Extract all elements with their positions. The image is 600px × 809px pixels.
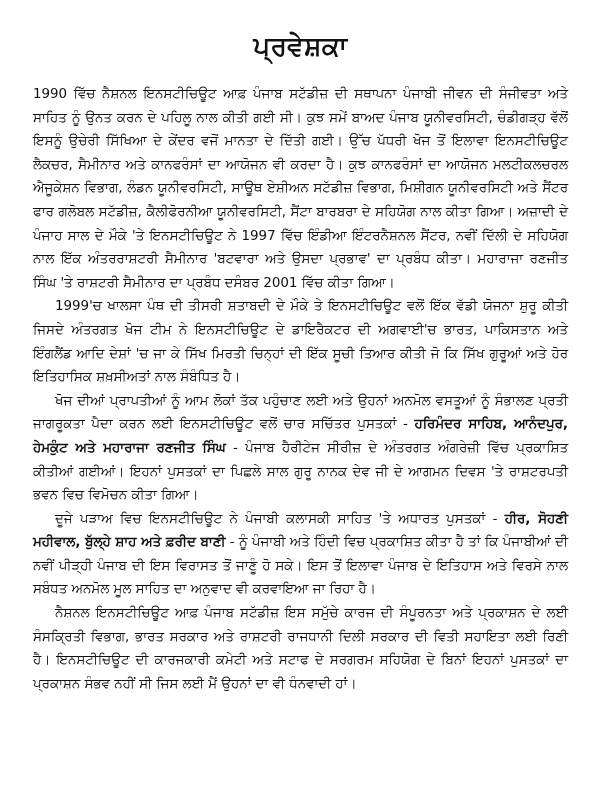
paragraph-text: ਖੋਜ ਦੀਆਂ ਪ੍ਰਾਪਤੀਆਂ ਨੂੰ ਆਮ ਲੋਕਾਂ ਤੱਕ ਪਹੁੰਚਾਣ ਲਈ ਅਤੇ ਉਹਨਾਂ ਅਨਮੋਲ ਵਸਤੂਆਂ ਨੂੰ ਸੰਭਾਲਣ ਪ੍ਰਤੀ ਜਾਗਰੂਕਤਾ ਪੈਦਾ ਕਰਨ ਲਈ ਇਨਸਟੀਚਿਊਟ ਵਲੋਂ ਚਾਰ ਸਚਿੱਤਰ ਪੁਸਤਕਾਂ - [33,393,568,433]
paragraph-classical-literature [33,508,568,602]
heritage-book-titles: ਹਰਿਮੰਦਰ ਸਾਹਿਬ, ਆਨੰਦਪੁਰ, ਹੇਮਕੁੰਟ ਅਤੇ ਮਹਾਰਾਜਾ ਰਣਜੀਤ ਸਿੰਘ [33,417,568,456]
document-page [33,32,568,696]
page-title: ਪ੍ਰਵੇਸ਼ਕਾ [253,32,348,62]
paragraph-text: ਦੂਜੇ ਪੜਾਅ ਵਿਚ ਇਨਸਟੀਚਿਊਟ ਨੇ ਪੰਜਾਬੀ ਕਲਾਸਕੀ ਸਾਹਿਤ 'ਤੇ ਅਧਾਰਤ ਪੁਸਤਕਾਂ - [55,511,505,527]
paragraph-text: - ਨੂੰ ਪੰਜਾਬੀ ਅਤੇ ਹਿੰਦੀ ਵਿਚ ਪ੍ਰਕਾਸ਼ਿਤ ਕੀਤਾ ਹੈ ਤਾਂ ਕਿ ਪੰਜਾਬੀਆਂ ਦੀ ਨਵੀਂ ਪੀੜ੍ਹੀ ਪੰਜਾਬ ਦੀ ਇਸ ਵਿਰਾਸਤ ਤੋਂ ਜਾਣੂੰ ਹੋ ਸਕੇ। ਇਸ ਤੋਂ ਇਲਾਵਾ ਪੰਜਾਬ ਦੇ ਇਤਿਹਾਸ ਅਤੇ ਵਿਰਸੇ ਨਾਲ ਸਬੰਧਤ ਅਨਮੋਲ ਮੂਲ ਸਾਹਿਤ ਦਾ ਅਨੁਵਾਦ ਵੀ ਕਰਵਾਇਆ ਜਾ ਰਿਹਾ ਹੈ। [33,535,568,598]
paragraph-heritage-series [33,390,568,508]
paragraph-text: - ਪੰਜਾਬ ਹੈਰੀਟੇਜ ਸੀਰੀਜ਼ ਦੇ ਅੰਤਰਗਤ ਅੰਗਰੇਜ਼ੀ ਵਿੱਚ ਪ੍ਰਕਾਸ਼ਿਤ ਕੀਤੀਆਂ ਗਈਆਂ। ਇਹਨਾਂ ਪੁਸਤਕਾਂ ਦਾ ਪਿਛਲੇ ਸਾਲ ਗੁਰੂ ਨਾਨਕ ਦੇਵ ਜੀ ਦੇ ਆਗਮਨ ਦਿਵਸ 'ਤੇ ਰਾਸ਼ਟਰਪਤੀ ਭਵਨ ਵਿਚ ਵਿਮੋਚਨ ਕੀਤਾ ਗਿਆ। [33,440,569,504]
paragraph-khalsa-tercentenary: 1999'ਚ ਖਾਲਸਾ ਪੰਥ ਦੀ ਤੀਸਰੀ ਸ਼ਤਾਬਦੀ ਦੇ ਮੌਕੇ ਤੇ ਇਨਸਟੀਚਿਊਟ ਵਲੋਂ ਇੱਕ ਵੱਡੀ ਯੋਜਨਾ ਸ਼ੁਰੂ ਕੀਤੀ ਜਿਸਦੇ ਅੰਤਰਗਤ ਖੋਜ ਟੀਮ ਨੇ ਇਨਸਟੀਚਿਊਟ ਦੇ ਡਾਇਰੈਕਟਰ ਦੀ ਅਗਵਾਈ'ਚ ਭਾਰਤ, ਪਾਕਿਸਤਾਨ ਅਤੇ ਇੰਗਲੈਂਡ ਆਦਿ ਦੇਸ਼ਾਂ 'ਚ ਜਾ ਕੇ ਸਿੱਖ ਮਿਰਤੀ ਚਿਨ੍ਹਾਂ ਦੀ ਇੱਕ ਸੂਚੀ ਤਿਆਰ ਕੀਤੀ ਜੋ ਕਿ ਸਿੱਖ ਗੁਰੂਆਂ ਅਤੇ ਹੋਰ ਇਤਿਹਾਸਿਕ ਸ਼ਖ਼ਸੀਅਤਾਂ ਨਾਲ ਸੰਬੰਧਿਤ ਹੈ। [33,299,568,386]
classical-book-titles: ਹੀਰ, ਸੋਹਣੀ ਮਹੀਵਾਲ, ਬੁੱਲ੍ਹੇ ਸ਼ਾਹ ਅਤੇ ਫ਼ਰੀਦ ਬਾਣੀ [33,511,568,551]
paragraph-acknowledgement: ਨੈਸ਼ਨਲ ਇਨਸਟੀਚਿਊਟ ਆਫ਼ ਪੰਜਾਬ ਸਟੱਡੀਜ਼ ਇਸ ਸਮੁੱਚੇ ਕਾਰਜ ਦੀ ਸੰਪੂਰਨਤਾ ਅਤੇ ਪ੍ਰਕਾਸ਼ਨ ਦੇ ਲਈ ਸੰਸਕ੍ਰਿਤੀ ਵਿਭਾਗ, ਭਾਰਤ ਸਰਕਾਰ ਅਤੇ ਰਾਸ਼ਟਰੀ ਰਾਜਧਾਨੀ ਦਿਲੀ ਸਰਕਾਰ ਦੀ ਵਿਤੀ ਸਹਾਇਤਾ ਲਈ ਰਿਣੀ ਹੈ। ਇਨਸਟੀਚਿਊਟ ਦੀ ਕਾਰਜਕਾਰੀ ਕਮੇਟੀ ਅਤੇ ਸਟਾਫ ਦੇ ਸਰਗਰਮ ਸਹਿਯੋਗ ਦੇ ਬਿਨਾਂ ਇਹਨਾਂ ਪੁਸਤਕਾਂ ਦਾ ਪ੍ਰਕਾਸ਼ਨ ਸੰਭਵ ਨਹੀਂ ਸੀ ਜਿਸ ਲਈ ਮੈਂ ਉਹਨਾਂ ਦਾ ਵੀ ਧੰਨਵਾਦੀ ਹਾਂ। [33,606,568,692]
paragraph-institute-history: 1990 ਵਿੱਚ ਨੈਸ਼ਨਲ ਇਨਸਟੀਚਿਊਟ ਆਫ਼ ਪੰਜਾਬ ਸਟੱਡੀਜ਼ ਦੀ ਸਥਾਪਨਾ ਪੰਜਾਬੀ ਜੀਵਨ ਦੀ ਸੰਜੀਵਤਾ ਅਤੇ ਸਾਹਿਤ ਨੂੰ ਉਨਤ ਕਰਨ ਦੇ ਪਹਿਲੂ ਨਾਲ ਕੀਤੀ ਗਈ ਸੀ। ਕੁਝ ਸਮੇਂ ਬਾਅਦ ਪੰਜਾਬ ਯੂਨੀਵਰਸਿਟੀ, ਚੰਡੀਗੜ੍ਹ ਵੱਲੋਂ ਇਸਨੂੰ ਉਚੇਰੀ ਸਿੱਖਿਆ ਦੇ ਕੇਂਦਰ ਵਜੋਂ ਮਾਨਤਾ ਦੇ ਦਿੱਤੀ ਗਈ। ਉੱਚ ਪੱਧਰੀ ਖੋਜ ਤੋਂ ਇਲਾਵਾ ਇਨਸਟੀਚਿਊਟ ਲੈਕਚਰ, ਸੈਮੀਨਾਰ ਅਤੇ ਕਾਨਫਰੰਸਾਂ ਦਾ ਆਯੋਜਨ ਵੀ ਕਰਦਾ ਹੈ। ਕੁਝ ਕਾਨਫਰੰਸਾਂ ਦਾ ਆਯੋਜਨ ਮਲਟੀਕਲਚਰਲ ਐਜੂਕੇਸ਼ਨ ਵਿਭਾਗ, ਲੰਡਨ ਯੂਨੀਵਰਸਿਟੀ, ਸਾਊਥ ਏਸ਼ੀਅਨ ਸਟੱਡੀਜ਼ ਵਿਭਾਗ, ਮਿਸ਼ੀਗਨ ਯੂਨੀਵਰਸਿਟੀ ਅਤੇ ਸੈਂਟਰ ਫਾਰ ਗਲੋਬਲ ਸਟੱਡੀਜ਼, ਕੈਲੀਫੋਰਨੀਆ ਯੂਨੀਵਰਸਿਟੀ, ਸੈਂਟਾ ਬਾਰਬਰਾ ਦੇ ਸਹਿਯੋਗ ਨਾਲ ਕੀਤਾ ਗਿਆ। ਅਜ਼ਾਦੀ ਦੇ ਪੰਜਾਹ ਸਾਲ ਦੇ ਮੌਕੇ 'ਤੇ ਇਨਸਟੀਚਿਊਟ ਨੇ 1997 ਵਿੱਚ ਇੰਡੀਆ ਇੰਟਰਨੈਸ਼ਨਲ ਸੈਂਟਰ, ਨਵੀਂ ਦਿੱਲੀ ਦੇ ਸਹਿਯੋਗ ਨਾਲ ਇੱਕ ਅੰਤਰਰਾਸ਼ਟਰੀ ਸੈਮੀਨਾਰ 'ਬਟਵਾਰਾ ਅਤੇ ਉਸਦਾ ਪ੍ਰਭਾਵ' ਦਾ ਪ੍ਰਬੰਧ ਕੀਤਾ। ਮਹਾਰਾਜਾ ਰਣਜੀਤ ਸਿੰਘ 'ਤੇ ਰਾਸ਼ਟਰੀ ਸੈਮੀਨਾਰ ਦਾ ਪ੍ਰਬੰਧ ਦਸੰਬਰ 2001 ਵਿੱਚ ਕੀਤਾ ਗਿਆ। [33,87,568,291]
